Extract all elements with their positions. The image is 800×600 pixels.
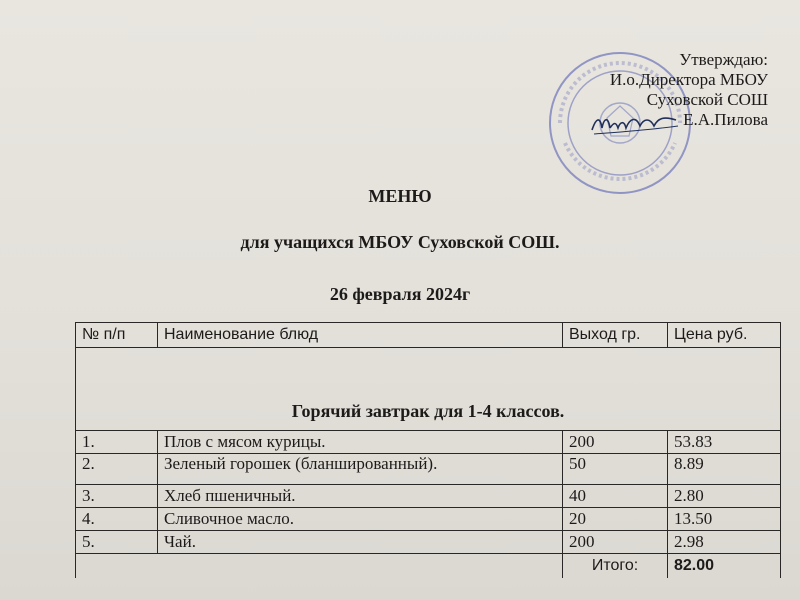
table-row xyxy=(76,508,781,531)
row-weight: 20 xyxy=(563,508,668,531)
table-header-row xyxy=(76,323,781,348)
handwritten-signature xyxy=(590,108,680,140)
table-row xyxy=(76,485,781,508)
row-number: 1. xyxy=(76,431,158,454)
row-price: 8.89 xyxy=(668,454,781,485)
col-header-number: № п/п xyxy=(76,323,158,348)
document-date: 26 февраля 2024г xyxy=(329,284,471,304)
row-number: 3. xyxy=(76,485,158,508)
total-row xyxy=(76,554,781,579)
col-header-dish: Наименование блюд xyxy=(158,323,563,348)
col-header-price: Цена руб. xyxy=(668,323,781,348)
row-price: 53.83 xyxy=(668,431,781,454)
total-value: 82.00 xyxy=(668,554,781,579)
row-number: 5. xyxy=(76,531,158,554)
approval-school: Суховской СОШ xyxy=(646,90,768,109)
row-price: 2.98 xyxy=(668,531,781,554)
row-dish: Зеленый горошек (бланшированный). xyxy=(158,454,563,485)
row-dish: Плов с мясом курицы. xyxy=(158,431,563,454)
row-weight: 40 xyxy=(563,485,668,508)
approval-line: Утверждаю: xyxy=(679,50,768,69)
section-title: Горячий завтрак для 1-4 классов. xyxy=(76,348,781,431)
document-subtitle: для учащихся МБОУ Суховской СОШ. xyxy=(240,232,560,252)
total-blank xyxy=(76,554,158,579)
document-title: МЕНЮ xyxy=(368,186,432,206)
row-dish: Чай. xyxy=(158,531,563,554)
row-weight: 200 xyxy=(563,431,668,454)
total-label: Итого: xyxy=(563,554,668,579)
row-number: 2. xyxy=(76,454,158,485)
row-dish: Хлеб пшеничный. xyxy=(158,485,563,508)
row-price: 13.50 xyxy=(668,508,781,531)
table-row xyxy=(76,531,781,554)
col-header-weight: Выход гр. xyxy=(563,323,668,348)
section-row xyxy=(76,348,781,431)
row-dish: Сливочное масло. xyxy=(158,508,563,531)
table-row xyxy=(76,454,781,485)
approval-position: И.о.Директора МБОУ xyxy=(609,70,768,89)
row-number: 4. xyxy=(76,508,158,531)
row-weight: 50 xyxy=(563,454,668,485)
row-weight: 200 xyxy=(563,531,668,554)
total-blank xyxy=(158,554,563,579)
menu-table xyxy=(75,322,781,578)
approval-signatory: Е.А.Пилова xyxy=(683,110,768,129)
row-price: 2.80 xyxy=(668,485,781,508)
table-row xyxy=(76,431,781,454)
